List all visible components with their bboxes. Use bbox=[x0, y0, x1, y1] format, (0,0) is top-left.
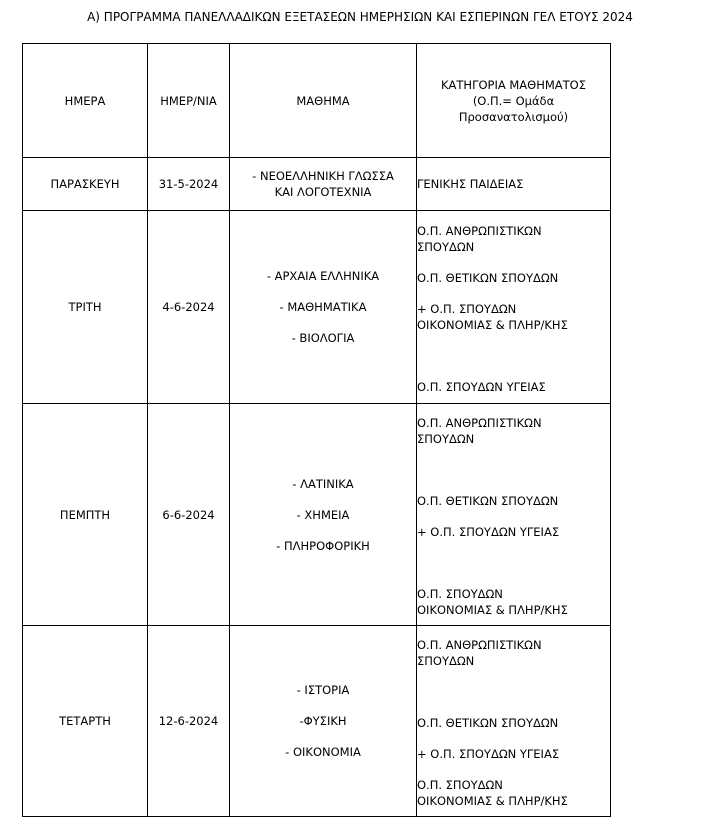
subject-cell bbox=[230, 211, 417, 404]
header-category bbox=[417, 44, 611, 158]
subject-line: ΚΑΙ ΛΟΓΟΤΕΧΝΙΑ bbox=[274, 185, 372, 199]
category-line: Ο.Π. ΣΠΟΥΔΩΝ bbox=[417, 587, 503, 601]
category-line: ΟΙΚΟΝΟΜΙΑΣ & ΠΛΗΡ/ΚΗΣ bbox=[417, 794, 568, 808]
category-line: Ο.Π. ΘΕΤΙΚΩΝ ΣΠΟΥΔΩΝ bbox=[417, 494, 559, 508]
subject-line: - ΝΕΟΕΛΛΗΝΙΚΗ ΓΛΩΣΣΑ bbox=[252, 169, 394, 183]
category-line: Ο.Π. ΣΠΟΥΔΩΝ ΥΓΕΙΑΣ bbox=[417, 380, 546, 394]
table-row bbox=[23, 211, 611, 404]
category-cell bbox=[417, 211, 611, 404]
category-cell: ΓΕΝΙΚΗΣ ΠΑΙΔΕΙΑΣ bbox=[417, 158, 611, 211]
category-cell bbox=[417, 404, 611, 626]
header-category-line: Προσανατολισμού) bbox=[458, 109, 569, 124]
subject-cell bbox=[230, 158, 417, 211]
category-line: + Ο.Π. ΣΠΟΥΔΩΝ ΥΓΕΙΑΣ bbox=[417, 747, 560, 761]
table-header-row bbox=[23, 44, 611, 158]
day-cell: ΠΕΜΠΤΗ bbox=[23, 404, 148, 626]
table-row bbox=[23, 626, 611, 817]
category-line: Ο.Π. ΑΝΘΡΩΠΙΣΤΙΚΩΝ bbox=[417, 416, 542, 430]
exam-schedule-table bbox=[22, 43, 611, 817]
header-date: ΗΜΕΡ/ΝΙΑ bbox=[148, 44, 230, 158]
category-line: + Ο.Π. ΣΠΟΥΔΩΝ ΥΓΕΙΑΣ bbox=[417, 525, 560, 539]
header-subject: ΜΑΘΗΜΑ bbox=[230, 44, 417, 158]
date-cell: 12-6-2024 bbox=[148, 626, 230, 817]
header-category-line: ΚΑΤΗΓΟΡΙΑ ΜΑΘΗΜΑΤΟΣ bbox=[440, 77, 586, 92]
table-row bbox=[23, 404, 611, 626]
subject-cell bbox=[230, 626, 417, 817]
subject-item: - ΜΑΘΗΜΑΤΙΚΑ bbox=[279, 300, 367, 314]
subject-item: - ΒΙΟΛΟΓΙΑ bbox=[291, 331, 355, 345]
page-title: Α) ΠΡΟΓΡΑΜΜΑ ΠΑΝΕΛΛΑΔΙΚΩΝ ΕΞΕΤΑΣΕΩΝ ΗΜΕΡΗΣΙΩΝ ΚΑΙ ΕΣΠΕΡΙΝΩΝ ΓΕΛ ΕΤΟΥΣ 2024 bbox=[87, 10, 633, 24]
category-line: ΣΠΟΥΔΩΝ bbox=[417, 654, 475, 668]
subject-item: - ΧΗΜΕΙΑ bbox=[296, 507, 350, 522]
subject-item: - ΠΛΗΡΟΦΟΡΙΚΗ bbox=[276, 538, 370, 553]
category-line: Ο.Π. ΘΕΤΙΚΩΝ ΣΠΟΥΔΩΝ bbox=[417, 716, 559, 730]
subject-item: -ΦΥΣΙΚΗ bbox=[299, 714, 347, 728]
subject-cell bbox=[230, 404, 417, 626]
subject-item: - ΑΡΧΑΙΑ ΕΛΛΗΝΙΚΑ bbox=[266, 269, 380, 283]
header-day: ΗΜΕΡΑ bbox=[23, 44, 148, 158]
category-line: ΟΙΚΟΝΟΜΙΑΣ & ΠΛΗΡ/ΚΗΣ bbox=[417, 603, 568, 617]
category-line: Ο.Π. ΑΝΘΡΩΠΙΣΤΙΚΩΝ bbox=[417, 638, 542, 652]
date-cell: 31-5-2024 bbox=[148, 158, 230, 211]
category-line: ΟΙΚΟΝΟΜΙΑΣ & ΠΛΗΡ/ΚΗΣ bbox=[417, 318, 568, 332]
day-cell: ΤΡΙΤΗ bbox=[23, 211, 148, 404]
category-line: + Ο.Π. ΣΠΟΥΔΩΝ bbox=[417, 302, 517, 316]
subject-item: - ΛΑΤΙΝΙΚΑ bbox=[292, 476, 354, 491]
category-line: ΣΠΟΥΔΩΝ bbox=[417, 240, 475, 254]
day-cell: ΤΕΤΑΡΤΗ bbox=[23, 626, 148, 817]
table-row bbox=[23, 158, 611, 211]
date-cell: 6-6-2024 bbox=[148, 404, 230, 626]
header-category-line: (Ο.Π.= Ομάδα bbox=[472, 93, 555, 108]
subject-item: - ΙΣΤΟΡΙΑ bbox=[296, 683, 350, 697]
subject-item: - ΟΙΚΟΝΟΜΙΑ bbox=[285, 745, 361, 759]
category-line: Ο.Π. ΘΕΤΙΚΩΝ ΣΠΟΥΔΩΝ bbox=[417, 271, 559, 285]
category-line: ΣΠΟΥΔΩΝ bbox=[417, 432, 475, 446]
date-cell: 4-6-2024 bbox=[148, 211, 230, 404]
category-cell bbox=[417, 626, 611, 817]
day-cell: ΠΑΡΑΣΚΕΥΗ bbox=[23, 158, 148, 211]
category-line: Ο.Π. ΑΝΘΡΩΠΙΣΤΙΚΩΝ bbox=[417, 224, 542, 238]
category-line: Ο.Π. ΣΠΟΥΔΩΝ bbox=[417, 778, 503, 792]
